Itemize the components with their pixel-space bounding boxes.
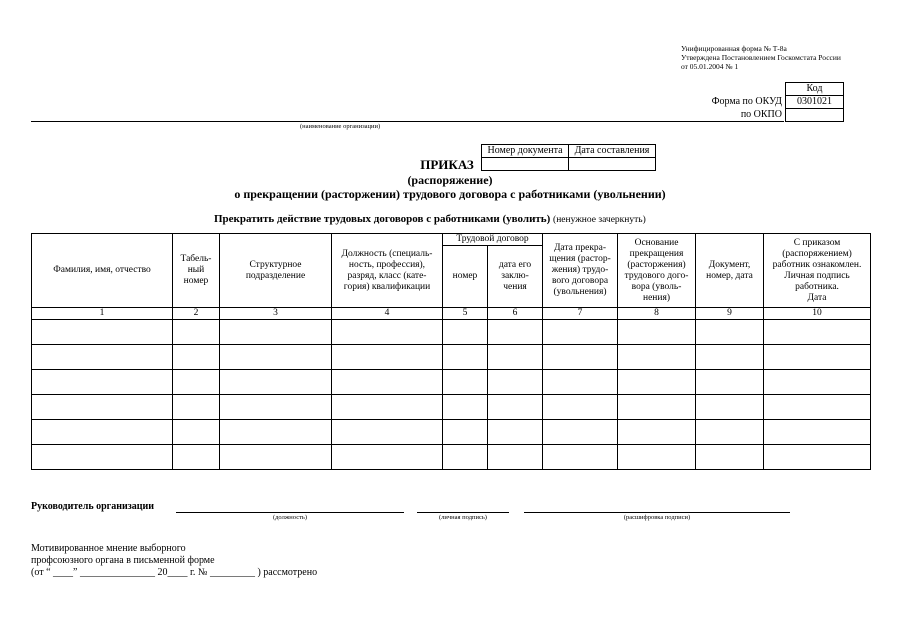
table-cell[interactable] <box>332 320 443 345</box>
table-cell[interactable] <box>443 445 488 470</box>
table-cell[interactable] <box>332 420 443 445</box>
table-cell[interactable] <box>696 420 764 445</box>
table-cell[interactable] <box>618 420 696 445</box>
header-fio: Фамилия, имя, отчество <box>32 234 173 308</box>
union-line-1: Мотивированное мнение выборного <box>31 543 186 554</box>
table-cell[interactable] <box>173 345 220 370</box>
table-cell[interactable] <box>764 420 871 445</box>
doc-date-label: Дата составления <box>569 145 656 158</box>
doc-number-label: Номер документа <box>482 145 569 158</box>
table-cell[interactable] <box>443 370 488 395</box>
table-cell[interactable] <box>764 370 871 395</box>
okpo-value[interactable] <box>786 109 844 122</box>
table-cell[interactable] <box>220 445 332 470</box>
table-row <box>32 420 871 445</box>
table-cell[interactable] <box>543 395 618 420</box>
position-line[interactable] <box>176 512 404 513</box>
table-cell[interactable] <box>488 445 543 470</box>
table-cell[interactable] <box>332 345 443 370</box>
title-prikaz: ПРИКАЗ <box>420 157 474 172</box>
table-row <box>32 370 871 395</box>
okpo-label: по ОКПО <box>740 109 782 120</box>
col-number: 5 <box>443 308 488 320</box>
header-contract-date: дата его заклю- чения <box>488 246 543 308</box>
table-cell[interactable] <box>618 345 696 370</box>
table-cell[interactable] <box>32 420 173 445</box>
col-number: 1 <box>32 308 173 320</box>
title-rasporyazhenie: (распоряжение) <box>407 173 493 187</box>
table-row <box>32 320 871 345</box>
table-cell[interactable] <box>488 320 543 345</box>
table-cell[interactable] <box>173 370 220 395</box>
table-cell[interactable] <box>332 395 443 420</box>
table-cell[interactable] <box>696 395 764 420</box>
table-cell[interactable] <box>543 345 618 370</box>
col-number: 4 <box>332 308 443 320</box>
table-cell[interactable] <box>764 320 871 345</box>
table-row <box>32 395 871 420</box>
header-contract-group: Трудовой договор <box>443 234 543 246</box>
union-line-3[interactable]: (от “ ____” _______________ 20____ г. № _________ ) рассмотрено <box>31 567 318 578</box>
signature-caption: (личная подпись) <box>439 514 487 521</box>
decode-line[interactable] <box>524 512 790 513</box>
okud-label: Форма по ОКУД <box>711 96 782 107</box>
table-cell[interactable] <box>173 395 220 420</box>
table-cell[interactable] <box>32 445 173 470</box>
form-line-1: Унифицированная форма № Т-8а <box>681 44 787 53</box>
table-cell[interactable] <box>764 395 871 420</box>
col-number: 7 <box>543 308 618 320</box>
table-cell[interactable] <box>618 395 696 420</box>
col-number: 6 <box>488 308 543 320</box>
table-cell[interactable] <box>618 320 696 345</box>
code-box <box>785 82 844 122</box>
position-caption: (должность) <box>272 514 308 521</box>
header-contract-number: номер <box>443 246 488 308</box>
header-basis: Основание прекращения (расторжения) трудового дого- вора (уволь- нения) <box>618 234 696 308</box>
header-end-date: Дата прекра- щения (растор- жения) трудо- вого договора (увольнения) <box>543 234 618 308</box>
col-number: 3 <box>220 308 332 320</box>
table-cell[interactable] <box>696 370 764 395</box>
header-position: Должность (специаль- ность, профессия), разряд, класс (кате- гория) квалификации <box>332 234 443 308</box>
title-description: о прекращении (расторжении) трудового договора с работниками (увольнении) <box>234 187 666 201</box>
form-info <box>681 44 841 71</box>
table-cell[interactable] <box>32 320 173 345</box>
table-cell[interactable] <box>696 320 764 345</box>
table-cell[interactable] <box>488 420 543 445</box>
table-cell[interactable] <box>696 345 764 370</box>
decode-caption: (расшифровка подписи) <box>623 514 691 521</box>
kod-label: Код <box>786 83 844 96</box>
header-tab-number: Табель- ный номер <box>173 234 220 308</box>
table-cell[interactable] <box>220 370 332 395</box>
table-cell[interactable] <box>618 445 696 470</box>
head-label: Руководитель организации <box>31 501 155 512</box>
header-document: Документ, номер, дата <box>696 234 764 308</box>
table-cell[interactable] <box>173 320 220 345</box>
table-cell[interactable] <box>220 320 332 345</box>
form-line-2: Утверждена Постановлением Госкомстата России <box>681 53 841 62</box>
table-cell[interactable] <box>220 420 332 445</box>
col-number: 8 <box>618 308 696 320</box>
header-ack: С приказом (распоряжением) работник ознакомлен. Личная подпись работника. Дата <box>764 234 871 308</box>
table-cell[interactable] <box>220 395 332 420</box>
table-cell[interactable] <box>220 345 332 370</box>
table-cell[interactable] <box>618 370 696 395</box>
col-number: 10 <box>764 308 871 320</box>
table-cell[interactable] <box>764 445 871 470</box>
subtitle-note: (ненужное зачеркнуть) <box>553 215 646 225</box>
col-number: 9 <box>696 308 764 320</box>
okud-value[interactable]: 0301021 <box>786 96 844 109</box>
table-cell[interactable] <box>543 445 618 470</box>
table-cell[interactable] <box>443 320 488 345</box>
table-cell[interactable] <box>332 370 443 395</box>
table-cell[interactable] <box>443 420 488 445</box>
table-cell[interactable] <box>32 395 173 420</box>
table-cell[interactable] <box>443 345 488 370</box>
header-unit: Структурное подразделение <box>220 234 332 308</box>
table-cell[interactable] <box>543 320 618 345</box>
table-row <box>32 345 871 370</box>
subtitle-bold: Прекратить действие трудовых договоров с работниками (уволить) <box>214 213 551 225</box>
table-cell[interactable] <box>543 420 618 445</box>
table-cell[interactable] <box>543 370 618 395</box>
table-cell[interactable] <box>696 445 764 470</box>
signature-line[interactable] <box>417 512 509 513</box>
union-line-2: профсоюзного органа в письменной форме <box>31 555 215 566</box>
table-row <box>32 445 871 470</box>
organization-caption: (наименование организации) <box>300 123 381 130</box>
table-cell[interactable] <box>764 345 871 370</box>
table-cell[interactable] <box>32 370 173 395</box>
column-numbers-row <box>32 308 871 320</box>
table-cell[interactable] <box>443 395 488 420</box>
table-cell[interactable] <box>332 445 443 470</box>
table-cell[interactable] <box>173 445 220 470</box>
table-cell[interactable] <box>488 345 543 370</box>
table-cell[interactable] <box>32 345 173 370</box>
table-cell[interactable] <box>173 420 220 445</box>
col-number: 2 <box>173 308 220 320</box>
employees-table <box>31 233 871 470</box>
organization-name-line[interactable] <box>31 121 784 122</box>
subtitle <box>214 213 646 225</box>
table-cell[interactable] <box>488 395 543 420</box>
union-opinion <box>31 543 317 579</box>
table-cell[interactable] <box>488 370 543 395</box>
form-line-3: от 05.01.2004 № 1 <box>681 62 739 71</box>
